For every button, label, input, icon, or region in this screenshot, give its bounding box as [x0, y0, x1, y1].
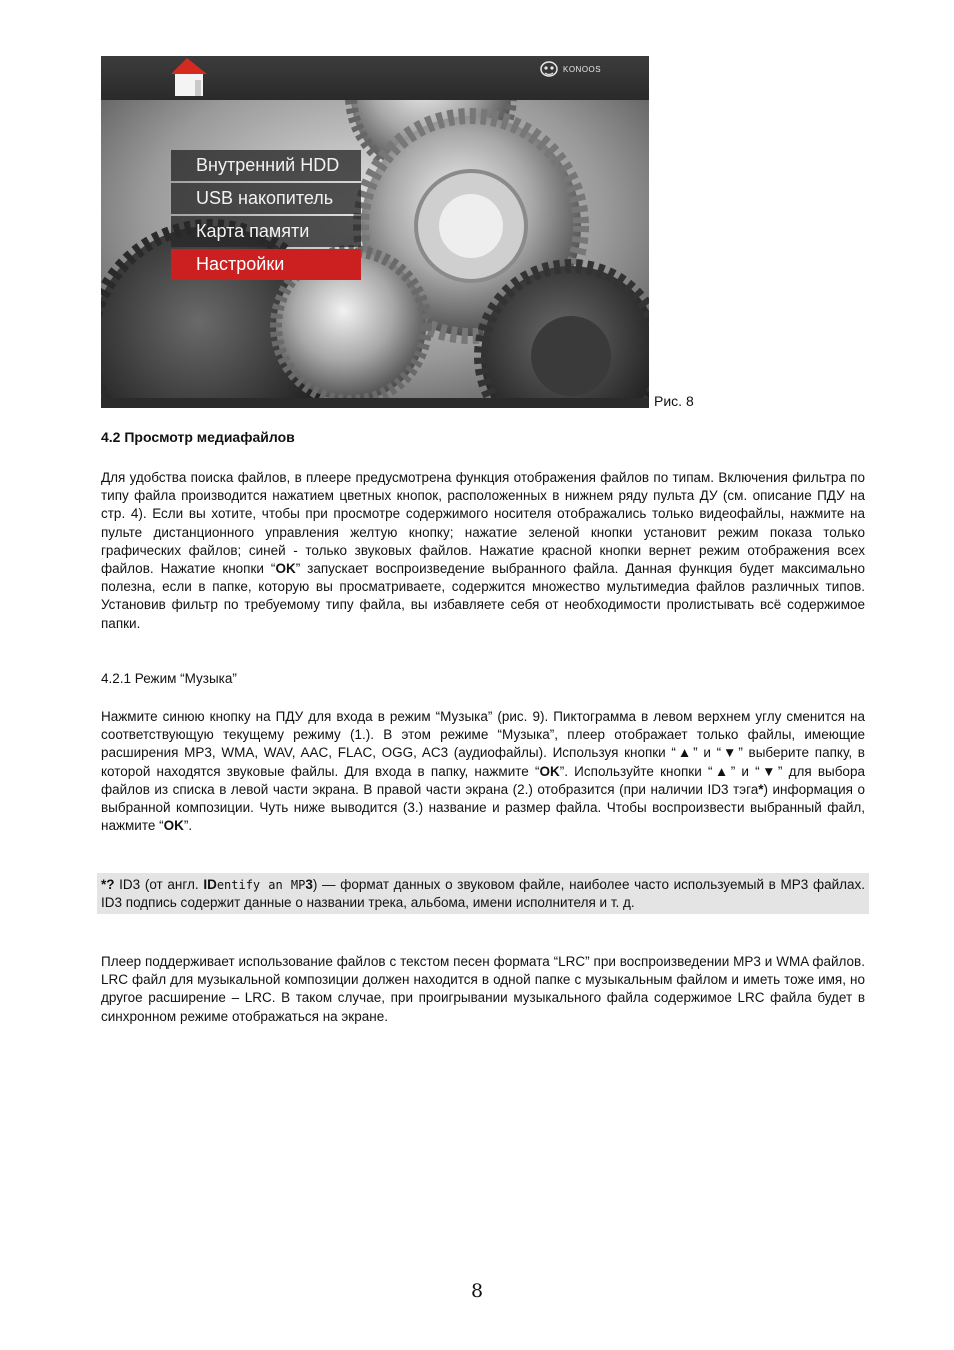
- bottom-bar: [101, 398, 649, 408]
- text: ”.: [183, 818, 193, 834]
- menu-item-internal-hdd[interactable]: Внутренний HDD: [171, 150, 361, 181]
- page-number: 8: [470, 1280, 484, 1302]
- down-arrow-icon: ▼: [721, 745, 739, 761]
- brand-logo: [539, 58, 601, 80]
- text: ” для выбора файлов из списка в левой части экрана. В правой части экрана (2.) отобразится (при наличии ID3 тэга: [101, 763, 865, 797]
- text: ) — формат данных о звуковом файле, наиболее часто используемый в MP3 файлах. ID3 подпись содержит данные о названии трека, альбома, имени исполнителя и т. д.: [101, 877, 865, 911]
- menu-screenshot: [101, 56, 649, 408]
- menu-item-settings[interactable]: Настройки: [171, 249, 361, 280]
- ok-key-label: OK: [539, 763, 560, 779]
- up-arrow-icon: ▲: [712, 763, 731, 779]
- menu-item-memory-card[interactable]: Карта памяти: [171, 216, 361, 247]
- paragraph-lrc: Плеер поддерживает использование файлов с текстом песен формата “LRC” при воспроизведении MP3 и WMA файлов. LRC файл для музыкальной композиции должен находится в одной папке с музыкальным файлом и иметь тоже имя, но другое расширение – LRC. В таком случае, при проигрывании музыкального файла содержимое LRC файла будет в синхронном режиме отображаться на экране.: [101, 954, 865, 1024]
- menu-item-usb[interactable]: USB накопитель: [171, 183, 361, 214]
- text: ” и “: [693, 745, 722, 761]
- footnote-mark: *?: [101, 877, 115, 892]
- paragraph-music-mode: [101, 708, 865, 835]
- ok-key-label: OK: [163, 818, 184, 834]
- home-icon: [167, 56, 213, 98]
- brand-logo-icon: [539, 59, 559, 79]
- subsection-title: 4.2.1 Режим “Музыка”: [101, 671, 237, 686]
- text: ” запускает воспроизведение выбранного файла. Данная функция будет максимально полезна, если в папке, которую вы просматриваете, содержится множество мультимедиа файлов различных типов. Установив фильтр по требуемому типу файла, вы избавляете себя от необходимости пролистывать всё содержимое папки.: [101, 561, 865, 631]
- footnote-mark: *: [758, 781, 764, 797]
- text-bold: 3: [305, 877, 313, 892]
- brand-name: KONOOS: [563, 64, 602, 74]
- text: ” и “: [730, 763, 760, 779]
- text: entify an MP: [216, 878, 306, 892]
- figure-caption: Рис. 8: [654, 393, 694, 409]
- text-bold: ID: [203, 877, 217, 892]
- id3-footnote: [97, 873, 869, 914]
- text: Нажмите синюю кнопку на ПДУ для входа в режим “Музыка” (рис. 9). Пиктограмма в левом верхнем углу сменится на соответствующую текущему режиму (1.). В этом режиме “Музыка”, плеер отображает только файлы, имеющие расширения MP3, WMA, WAV, AAC, FLAC, OGG, AC3 (аудиофайлы). Используя кнопки “: [101, 709, 865, 761]
- text: Для удобства поиска файлов, в плеере предусмотрена функция отображения файлов по типам. Включения фильтра по типу файла производится нажатием цветных кнопок, расположенных в нижнем ряду пульта ДУ (см. описание ПДУ на стр. 4). Если вы хотите, чтобы при просмотре содержимого носителя отображались только видеофайлы, нажмите на пульте дистанционного управления желтую кнопку; нажатие зеленой кнопки установит режим показа только графических файлов; синей - только звуковых файлов. Нажатие красной кнопки вернет режим отображения всех файлов. Нажатие кнопки “: [101, 470, 865, 577]
- text: ” выберите папку, в которой находятся звуковые файлы. Для входа в папку, нажмите “: [101, 745, 865, 779]
- down-arrow-icon: ▼: [759, 763, 778, 779]
- ok-key-label: OK: [275, 561, 296, 577]
- paragraph-filter: [101, 469, 865, 633]
- text: ”. Используйте кнопки “: [559, 763, 713, 779]
- up-arrow-icon: ▲: [675, 745, 694, 761]
- section-title: 4.2 Просмотр медиафайлов: [101, 429, 295, 445]
- main-menu: [171, 150, 361, 282]
- text: ID3 (от англ.: [114, 877, 204, 892]
- text: ) информация о выбранной композиции. Чуть ниже выводится (3.) название и размер файла. Чтобы воспроизвести выбранный файл, нажмите “: [101, 781, 866, 834]
